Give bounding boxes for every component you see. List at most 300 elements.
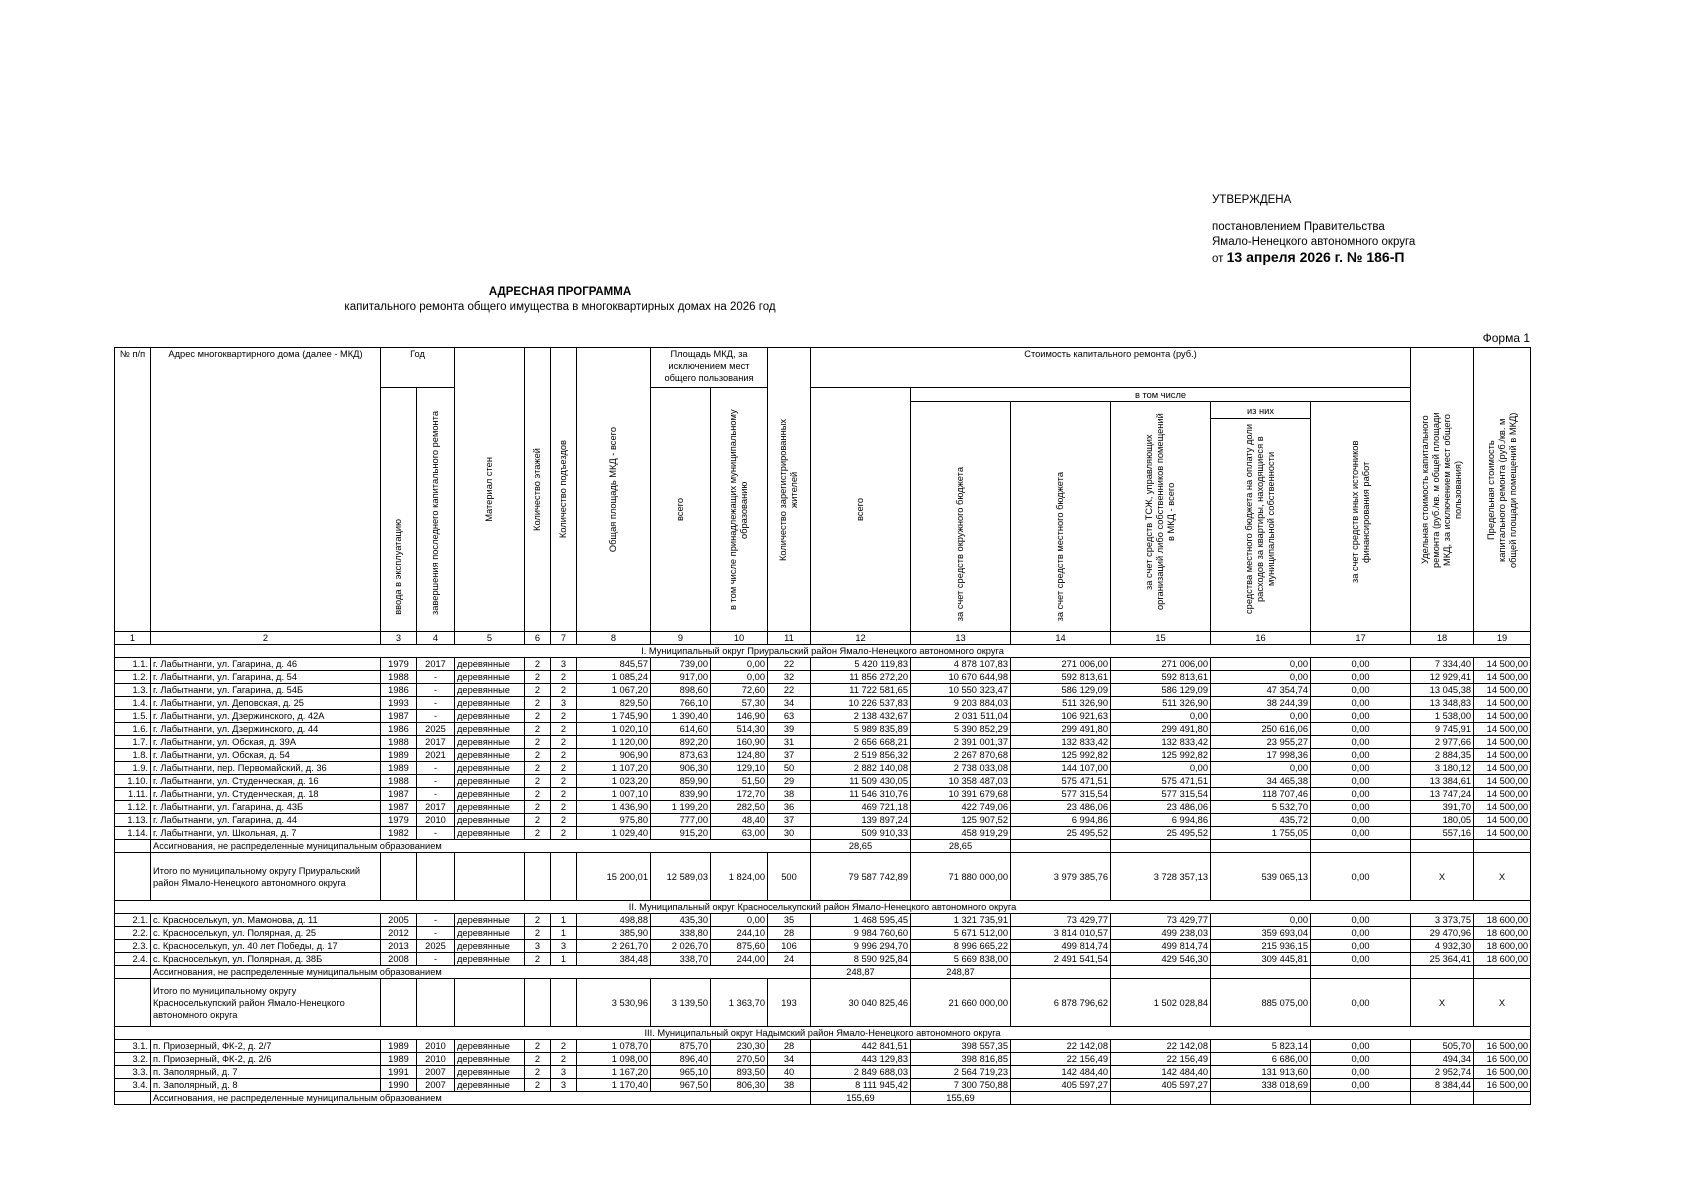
table-cell: 499 238,03: [1111, 927, 1211, 940]
decree-number: 13 апреля 2026 г. № 186-П: [1226, 249, 1405, 265]
table-cell: [115, 853, 151, 901]
table-cell: 2007: [417, 1066, 455, 1079]
table-cell: [1111, 1092, 1211, 1105]
table-cell: 5 532,70: [1211, 801, 1311, 814]
table-cell: деревянные: [455, 671, 525, 684]
table-cell: 557,16: [1411, 827, 1474, 840]
table-cell: 575 471,51: [1111, 775, 1211, 788]
table-cell: 2012: [381, 927, 417, 940]
table-cell: [1474, 1092, 1531, 1105]
table-cell: 25 364,41: [1411, 953, 1474, 966]
table-row: [115, 762, 1531, 775]
column-number: 12: [811, 632, 911, 645]
table-cell: 1987: [381, 710, 417, 723]
table-cell: 3: [525, 940, 551, 953]
table-cell: 906,30: [651, 762, 711, 775]
table-cell: 172,70: [711, 788, 768, 801]
table-cell: 2005: [381, 914, 417, 927]
table-cell: 23 486,06: [1011, 801, 1111, 814]
column-number: 5: [455, 632, 525, 645]
table-cell: [417, 853, 455, 901]
table-cell: 1987: [381, 801, 417, 814]
table-cell: [381, 853, 417, 901]
table-cell: 586 129,09: [1111, 684, 1211, 697]
table-cell: -: [417, 697, 455, 710]
table-cell: 124,80: [711, 749, 768, 762]
table-cell: 13 348,83: [1411, 697, 1474, 710]
table-cell: 250 616,06: [1211, 723, 1311, 736]
table-cell: деревянные: [455, 775, 525, 788]
table-cell: 51,50: [711, 775, 768, 788]
table-cell: 2: [551, 723, 577, 736]
table-cell: 2: [525, 736, 551, 749]
table-cell: г. Лабытнанги, ул. Деповская, д. 25: [151, 697, 381, 710]
table-cell: 271 006,00: [1011, 658, 1111, 671]
table-cell: 37: [768, 749, 811, 762]
table-row: [115, 788, 1531, 801]
table-cell: 244,10: [711, 927, 768, 940]
table-cell: 14 500,00: [1474, 658, 1531, 671]
table-cell: 106 921,63: [1011, 710, 1111, 723]
total-cell: 1 363,70: [711, 979, 768, 1027]
header-of-them-cell: [1211, 402, 1311, 632]
table-cell: 2: [525, 723, 551, 736]
table-cell: 511 326,90: [1111, 697, 1211, 710]
header-entrances: Количество подъездов: [551, 348, 577, 632]
table-cell: деревянные: [455, 1053, 525, 1066]
table-row: [115, 801, 1531, 814]
table-cell: 2: [525, 684, 551, 697]
table-cell: 16 500,00: [1474, 1066, 1531, 1079]
table-cell: 1979: [381, 814, 417, 827]
header-owners-funds: за счет средств ТСЖ, управляющих организаций либо собственников помещений в МКД - всего: [1111, 402, 1211, 632]
table-cell: 1989: [381, 1040, 417, 1053]
page-title: АДРЕСНАЯ ПРОГРАММА: [488, 286, 632, 298]
table-cell: 125 992,82: [1111, 749, 1211, 762]
table-cell: -: [417, 788, 455, 801]
table-cell: 10 391 679,68: [911, 788, 1011, 801]
table-cell: 2: [525, 671, 551, 684]
table-cell: г. Лабытнанги, ул. Студенческая, д. 18: [151, 788, 381, 801]
table-cell: 0,00: [1111, 762, 1211, 775]
table-cell: 469 721,18: [811, 801, 911, 814]
unallocated-label: Ассигнования, не распределенные муниципальным образованием: [151, 966, 811, 979]
table-cell: [1311, 1092, 1411, 1105]
table-cell: 1: [551, 927, 577, 940]
total-label: Итого по муниципальному округу Красноселькупский район Ямало-Ненецкого автономного округа: [151, 979, 381, 1027]
table-cell: 160,90: [711, 736, 768, 749]
table-cell: 2: [525, 827, 551, 840]
table-cell: 32: [768, 671, 811, 684]
table-cell: 1 078,70: [577, 1040, 651, 1053]
table-cell: 63,00: [711, 827, 768, 840]
table-cell: 22 156,49: [1111, 1053, 1211, 1066]
column-number: 10: [711, 632, 768, 645]
table-cell: 5 420 119,83: [811, 658, 911, 671]
table-cell: [525, 979, 551, 1027]
table-cell: 1.6.: [115, 723, 151, 736]
table-cell: 0,00: [1311, 1079, 1411, 1092]
table-cell: 37: [768, 814, 811, 827]
section-title-row: [115, 901, 1531, 914]
table-cell: [1411, 1092, 1474, 1105]
table-cell: 1 007,10: [577, 788, 651, 801]
table-cell: 458 919,29: [911, 827, 1011, 840]
table-cell: 875,70: [651, 1040, 711, 1053]
table-row: [115, 775, 1531, 788]
header-area-group: Площадь МКД, за исключением мест общего пользования: [651, 348, 768, 388]
table-cell: 443 129,83: [811, 1053, 911, 1066]
table-cell: 2 031 511,04: [911, 710, 1011, 723]
table-row: [115, 697, 1531, 710]
table-cell: 975,80: [577, 814, 651, 827]
table-cell: 2.1.: [115, 914, 151, 927]
table-cell: 0,00: [1111, 710, 1211, 723]
table-cell: 1.4.: [115, 697, 151, 710]
table-cell: 2.4.: [115, 953, 151, 966]
table-cell: -: [417, 927, 455, 940]
table-cell: 893,50: [711, 1066, 768, 1079]
table-cell: 2: [525, 749, 551, 762]
table-cell: 132 833,42: [1011, 736, 1111, 749]
table-cell: 14 500,00: [1474, 814, 1531, 827]
table-cell: 2: [551, 801, 577, 814]
approval-line-2: Ямало-Ненецкого автономного округа: [1212, 236, 1416, 248]
table-cell: 6 994,86: [1111, 814, 1211, 827]
table-row: [115, 749, 1531, 762]
table-cell: 142 484,40: [1111, 1066, 1211, 1079]
approval-decree: [1212, 250, 1415, 267]
table-cell: 2008: [381, 953, 417, 966]
table-cell: деревянные: [455, 697, 525, 710]
total-cell: X: [1411, 979, 1474, 1027]
table-cell: 9 996 294,70: [811, 940, 911, 953]
table-cell: 36: [768, 801, 811, 814]
table-cell: п. Приозерный, ФК-2, д. 2/7: [151, 1040, 381, 1053]
table-cell: 906,90: [577, 749, 651, 762]
table-cell: 38: [768, 788, 811, 801]
table-cell: 2: [551, 736, 577, 749]
table-cell: деревянные: [455, 827, 525, 840]
table-cell: -: [417, 671, 455, 684]
table-cell: 230,30: [711, 1040, 768, 1053]
table-cell: 2 138 432,67: [811, 710, 911, 723]
table-cell: 5 989 835,89: [811, 723, 911, 736]
table-cell: 146,90: [711, 710, 768, 723]
table-cell: п. Заполярный, д. 8: [151, 1079, 381, 1092]
table-cell: 4 878 107,83: [911, 658, 1011, 671]
total-cell: X: [1474, 853, 1531, 901]
table-cell: 766,10: [651, 697, 711, 710]
table-cell: 442 841,51: [811, 1040, 911, 1053]
table-cell: 2021: [417, 749, 455, 762]
table-cell: 28: [768, 1040, 811, 1053]
table-cell: 10 358 487,03: [911, 775, 1011, 788]
table-cell: 2 026,70: [651, 940, 711, 953]
table-cell: -: [417, 914, 455, 927]
table-cell: 777,00: [651, 814, 711, 827]
header-including: в том числе: [911, 388, 1411, 402]
table-cell: 2: [525, 1079, 551, 1092]
header-local-budget: за счет средств местного бюджета: [1011, 402, 1111, 632]
unallocated-row: [115, 966, 1531, 979]
table-cell: 2 267 870,68: [911, 749, 1011, 762]
table-cell: деревянные: [455, 814, 525, 827]
table-cell: [115, 1092, 151, 1105]
table-cell: 2: [551, 684, 577, 697]
unallocated-row: [115, 1092, 1531, 1105]
table-cell: деревянные: [455, 914, 525, 927]
total-cell: 3 139,50: [651, 979, 711, 1027]
table-cell: 1: [551, 953, 577, 966]
approval-line-1: постановлением Правительства: [1212, 221, 1385, 233]
table-cell: 499 814,74: [1111, 940, 1211, 953]
table-cell: 0,00: [1311, 814, 1411, 827]
column-number: 19: [1474, 632, 1531, 645]
table-cell: 586 129,09: [1011, 684, 1111, 697]
table-cell: 2: [551, 1040, 577, 1053]
table-cell: [551, 853, 577, 901]
table-cell: 2: [525, 1040, 551, 1053]
total-cell: 193: [768, 979, 811, 1027]
table-cell: 0,00: [1311, 827, 1411, 840]
column-number: 7: [551, 632, 577, 645]
table-cell: 1.9.: [115, 762, 151, 775]
table-cell: [1011, 966, 1111, 979]
table-row: [115, 914, 1531, 927]
table-cell: 16 500,00: [1474, 1079, 1531, 1092]
table-cell: 14 500,00: [1474, 788, 1531, 801]
table-cell: 23 955,27: [1211, 736, 1311, 749]
approval-block: [1212, 193, 1415, 267]
table-cell: 5 671 512,00: [911, 927, 1011, 940]
table-cell: г. Лабытнанги, ул. Гагарина, д. 44: [151, 814, 381, 827]
table-cell: 18 600,00: [1474, 927, 1531, 940]
header-cost-total: всего: [811, 388, 911, 632]
header-year-last-repair: завершения последнего капитального ремонта: [417, 388, 455, 632]
table-cell: 11 722 581,65: [811, 684, 911, 697]
table-cell: 2 952,74: [1411, 1066, 1474, 1079]
table-cell: 2: [551, 788, 577, 801]
table-cell: 3: [551, 658, 577, 671]
table-cell: 6 994,86: [1011, 814, 1111, 827]
table-cell: 23 486,06: [1111, 801, 1211, 814]
table-cell: 845,57: [577, 658, 651, 671]
table-cell: 13 045,38: [1411, 684, 1474, 697]
table-cell: 35: [768, 914, 811, 927]
unallocated-regional: 248,87: [911, 966, 1011, 979]
table-row: [115, 1079, 1531, 1092]
table-cell: деревянные: [455, 801, 525, 814]
table-cell: 1 745,90: [577, 710, 651, 723]
table-cell: 385,90: [577, 927, 651, 940]
table-cell: 72,60: [711, 684, 768, 697]
table-cell: 1.2.: [115, 671, 151, 684]
total-cell: 6 878 796,62: [1011, 979, 1111, 1027]
table-cell: 8 996 665,22: [911, 940, 1011, 953]
table-cell: -: [417, 684, 455, 697]
table-cell: 50: [768, 762, 811, 775]
table-cell: 0,00: [1311, 1040, 1411, 1053]
table-cell: 1 468 595,45: [811, 914, 911, 927]
table-cell: [1211, 1092, 1311, 1105]
page-subtitle: капитального ремонта общего имущества в многоквартирных домах на 2026 год: [344, 301, 776, 313]
table-cell: 30: [768, 827, 811, 840]
table-header: [115, 348, 1531, 645]
header-total-area: Общая площадь МКД - всего: [577, 348, 651, 632]
table-cell: 0,00: [1311, 736, 1411, 749]
header-unit-cost: Удельная стоимость капитального ремонта (руб./кв. м общей площади МКД, за исключением мест общего пользования): [1411, 348, 1474, 632]
table-cell: 873,63: [651, 749, 711, 762]
table-cell: 3.3.: [115, 1066, 151, 1079]
table-cell: 40: [768, 1066, 811, 1079]
table-cell: 1 023,20: [577, 775, 651, 788]
table-cell: 11 509 430,05: [811, 775, 911, 788]
table-cell: 0,00: [1311, 723, 1411, 736]
table-cell: 422 749,06: [911, 801, 1011, 814]
table-cell: [381, 979, 417, 1027]
table-cell: 31: [768, 736, 811, 749]
table-cell: с. Красноселькуп, ул. Мамонова, д. 11: [151, 914, 381, 927]
table-cell: 14 500,00: [1474, 749, 1531, 762]
table-cell: 13 384,61: [1411, 775, 1474, 788]
table-cell: 129,10: [711, 762, 768, 775]
table-cell: деревянные: [455, 736, 525, 749]
table-cell: [1311, 840, 1411, 853]
table-cell: 34: [768, 1053, 811, 1066]
total-row: [115, 853, 1531, 901]
table-cell: 29 470,96: [1411, 927, 1474, 940]
table-cell: 338 018,69: [1211, 1079, 1311, 1092]
table-cell: г. Лабытнанги, пер. Первомайский, д. 36: [151, 762, 381, 775]
table-cell: 0,00: [1211, 658, 1311, 671]
table-cell: деревянные: [455, 658, 525, 671]
approval-from: от: [1212, 253, 1224, 265]
table-cell: деревянные: [455, 953, 525, 966]
program-table: [114, 347, 1531, 1105]
table-cell: 592 813,61: [1111, 671, 1211, 684]
table-cell: 391,70: [1411, 801, 1474, 814]
table-cell: 967,50: [651, 1079, 711, 1092]
table-cell: 131 913,60: [1211, 1066, 1311, 1079]
table-cell: деревянные: [455, 749, 525, 762]
table-cell: 34 465,38: [1211, 775, 1311, 788]
header-floors: Количество этажей: [525, 348, 551, 632]
table-cell: 7 334,40: [1411, 658, 1474, 671]
table-cell: 5 390 852,29: [911, 723, 1011, 736]
table-cell: 57,30: [711, 697, 768, 710]
table-cell: 896,40: [651, 1053, 711, 1066]
table-cell: 2 884,35: [1411, 749, 1474, 762]
header-area-total: всего: [651, 388, 711, 632]
header-max-cost: Предельная стоимость капитального ремонта (руб./кв. м общей площади помещений в МКД): [1474, 348, 1531, 632]
table-cell: 2.2.: [115, 927, 151, 940]
table-cell: 429 546,30: [1111, 953, 1211, 966]
table-cell: деревянные: [455, 723, 525, 736]
table-cell: 577 315,54: [1011, 788, 1111, 801]
table-cell: 1988: [381, 775, 417, 788]
table-cell: 2007: [417, 1079, 455, 1092]
table-cell: -: [417, 762, 455, 775]
table-cell: 915,20: [651, 827, 711, 840]
table-cell: 0,00: [711, 671, 768, 684]
table-row: [115, 1053, 1531, 1066]
table-cell: 2: [551, 775, 577, 788]
column-number: 13: [911, 632, 1011, 645]
table-cell: 125 992,82: [1011, 749, 1111, 762]
table-cell: 6 686,00: [1211, 1053, 1311, 1066]
table-cell: 2 977,66: [1411, 736, 1474, 749]
table-cell: 0,00: [1311, 684, 1411, 697]
table-cell: 4 932,30: [1411, 940, 1474, 953]
column-number: 18: [1411, 632, 1474, 645]
table-cell: 14 500,00: [1474, 801, 1531, 814]
table-cell: 2: [525, 1066, 551, 1079]
table-cell: 592 813,61: [1011, 671, 1111, 684]
table-cell: 494,34: [1411, 1053, 1474, 1066]
table-row: [115, 940, 1531, 953]
table-cell: 1 436,90: [577, 801, 651, 814]
table-cell: 338,70: [651, 953, 711, 966]
table-cell: 2 519 856,32: [811, 749, 911, 762]
section-title: III. Муниципальный округ Надымский район Ямало-Ненецкого автономного округа: [115, 1027, 1531, 1040]
table-cell: 1987: [381, 788, 417, 801]
table-cell: 2: [525, 710, 551, 723]
table-cell: 1 085,24: [577, 671, 651, 684]
table-cell: 10 550 323,47: [911, 684, 1011, 697]
table-row: [115, 710, 1531, 723]
total-cell: 885 075,00: [1211, 979, 1311, 1027]
total-cell: 79 587 742,89: [811, 853, 911, 901]
table-cell: г. Лабытнанги, ул. Обская, д. 39А: [151, 736, 381, 749]
table-cell: 2: [551, 749, 577, 762]
table-cell: 614,60: [651, 723, 711, 736]
table-cell: 0,00: [1311, 788, 1411, 801]
table-cell: 5 669 838,00: [911, 953, 1011, 966]
header-num: № п/п: [115, 348, 151, 632]
table-cell: 2025: [417, 723, 455, 736]
table-cell: с. Красноселькуп, ул. Полярная, д. 38Б: [151, 953, 381, 966]
table-cell: 0,00: [1311, 710, 1411, 723]
table-cell: 139 897,24: [811, 814, 911, 827]
table-cell: 338,80: [651, 927, 711, 940]
table-cell: 1.8.: [115, 749, 151, 762]
table-cell: 244,00: [711, 953, 768, 966]
table-cell: 1 199,20: [651, 801, 711, 814]
table-cell: 309 445,81: [1211, 953, 1311, 966]
table-cell: 3: [551, 1066, 577, 1079]
table-cell: 0,00: [711, 914, 768, 927]
table-cell: 498,88: [577, 914, 651, 927]
table-cell: 1993: [381, 697, 417, 710]
table-cell: 125 907,52: [911, 814, 1011, 827]
table-cell: 2 738 033,08: [911, 762, 1011, 775]
table-cell: [115, 966, 151, 979]
table-row: [115, 927, 1531, 940]
table-cell: деревянные: [455, 684, 525, 697]
column-number: 6: [525, 632, 551, 645]
table-cell: 132 833,42: [1111, 736, 1211, 749]
table-cell: 1.10.: [115, 775, 151, 788]
table-cell: 299 491,80: [1011, 723, 1111, 736]
table-cell: 2010: [417, 814, 455, 827]
table-cell: 17 998,36: [1211, 749, 1311, 762]
table-cell: деревянные: [455, 710, 525, 723]
total-row: [115, 979, 1531, 1027]
table-cell: 1.12.: [115, 801, 151, 814]
table-cell: деревянные: [455, 927, 525, 940]
table-cell: 18 600,00: [1474, 940, 1531, 953]
